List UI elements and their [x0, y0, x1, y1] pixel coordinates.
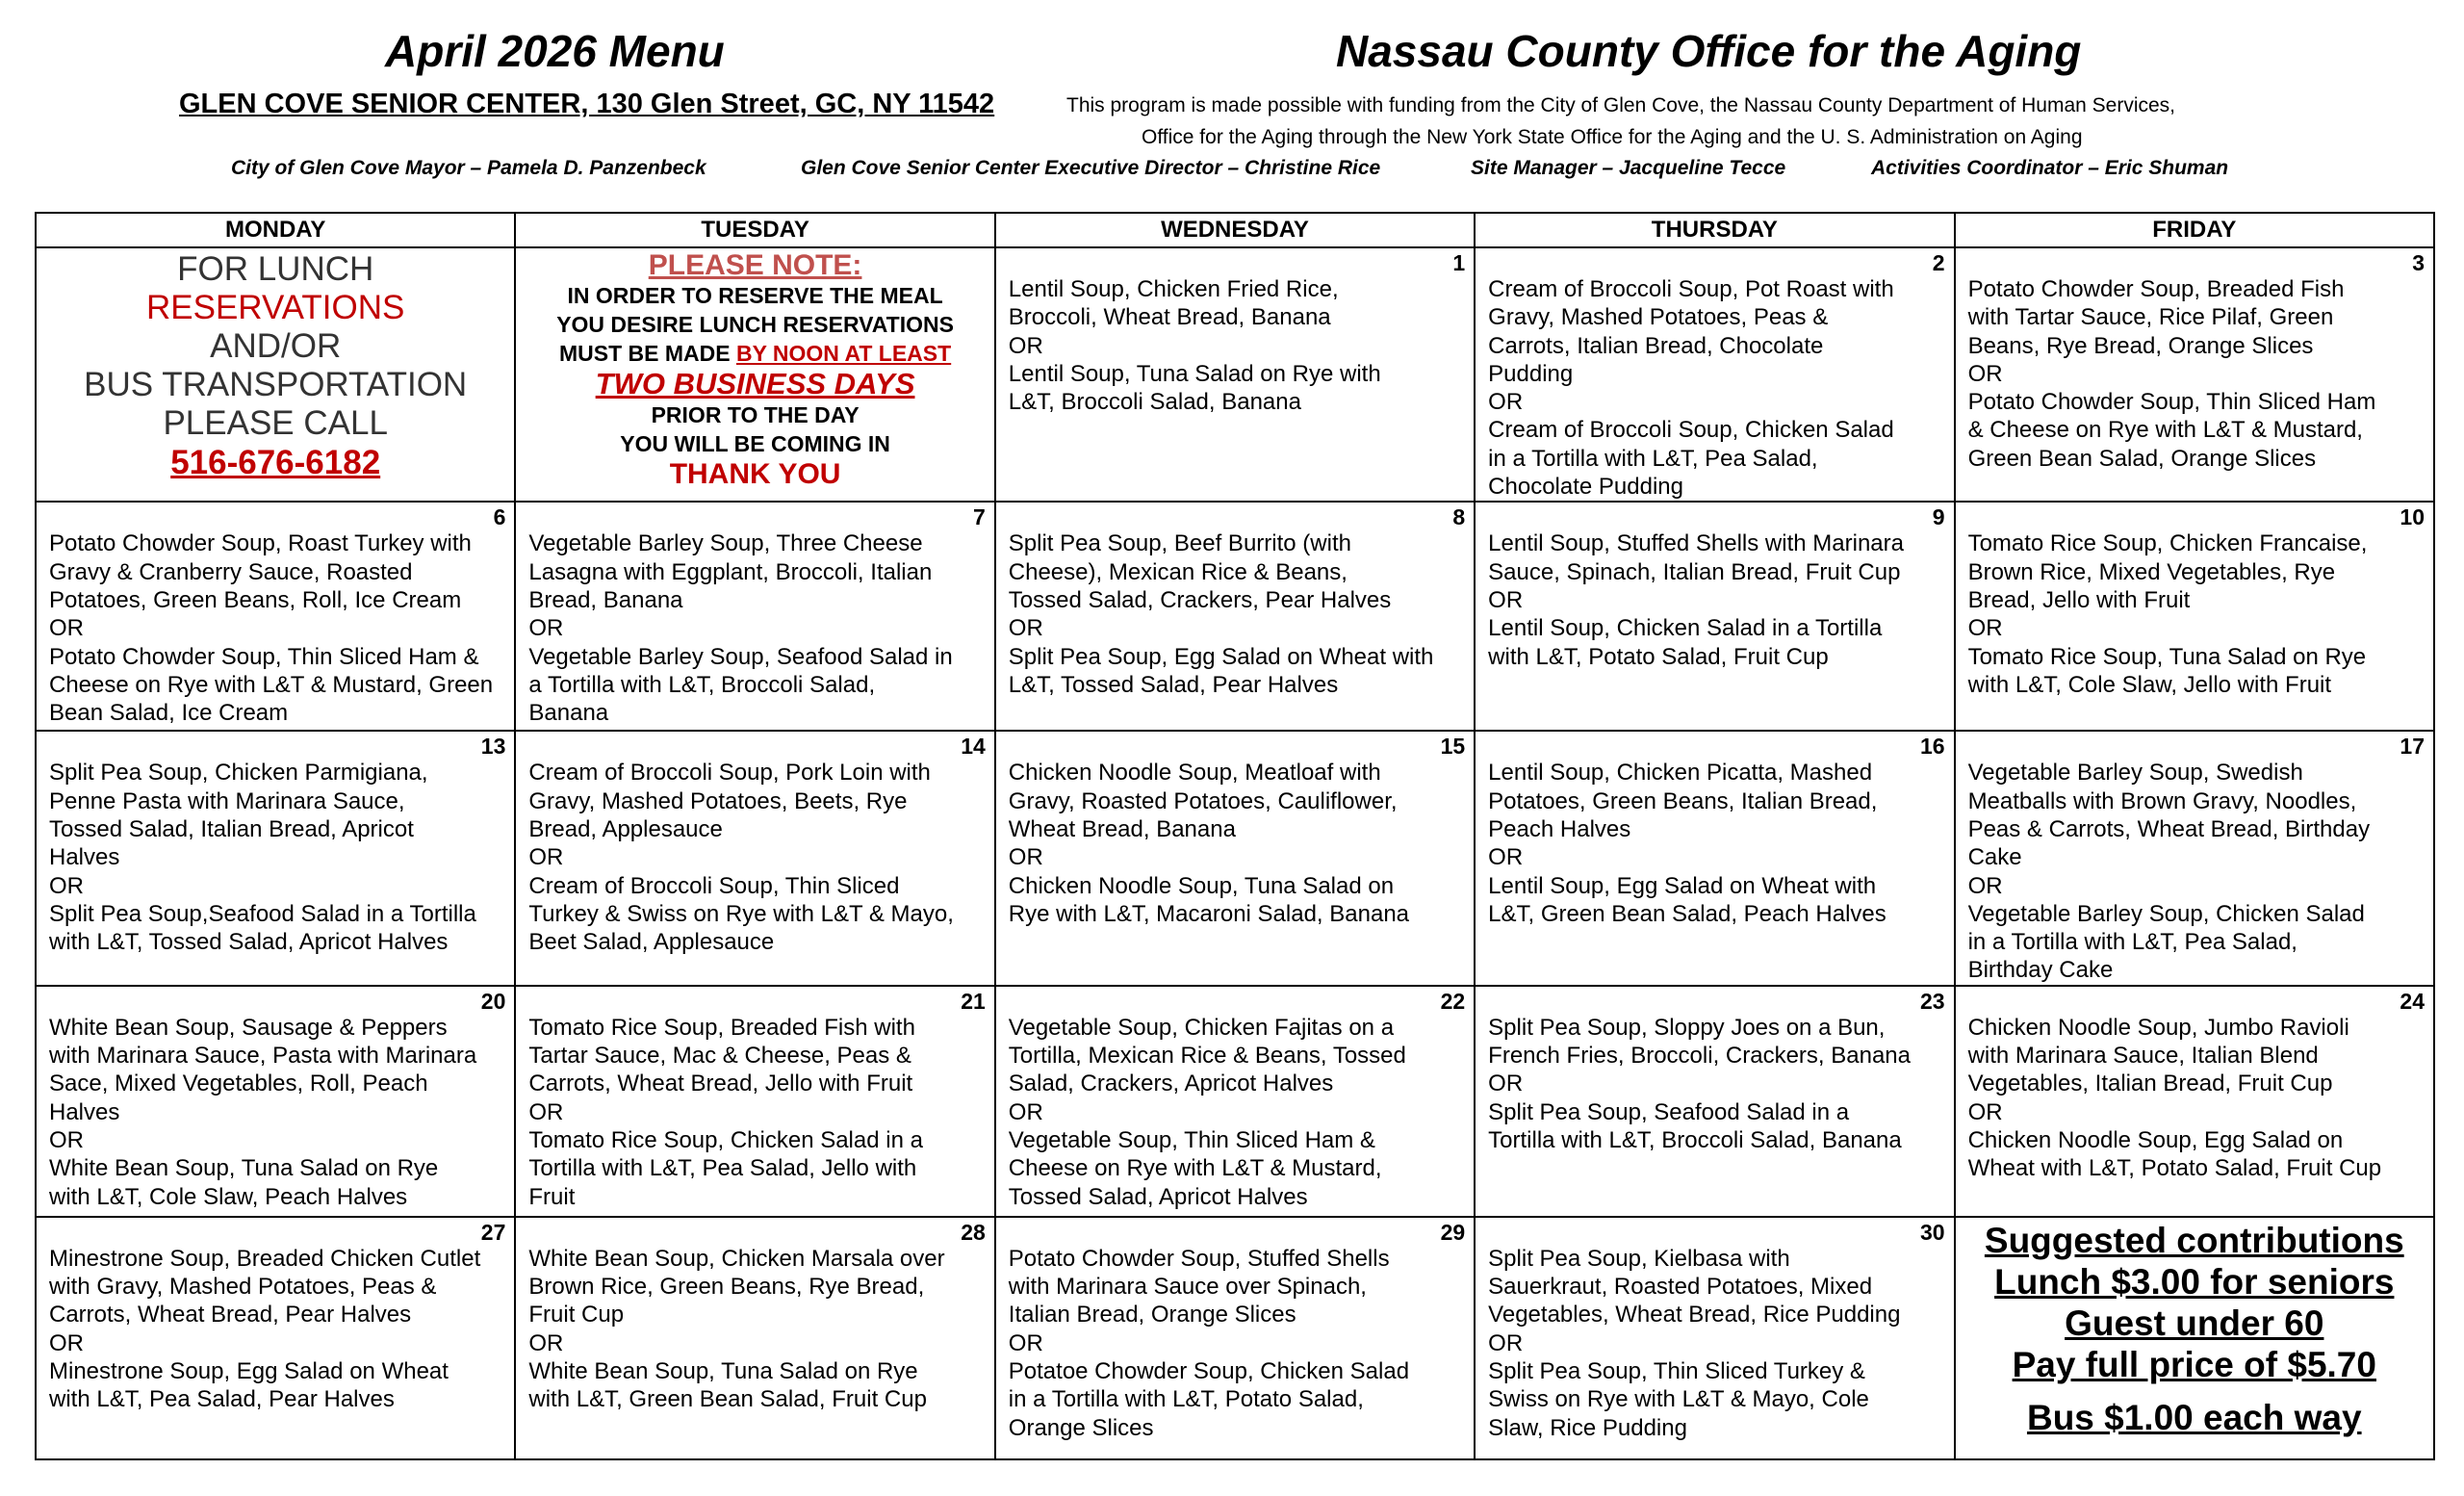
- week-row-5: [36, 1217, 2434, 1459]
- week-row-4: [36, 986, 2434, 1217]
- menu-option-a-line: Peach Halves: [1488, 815, 1631, 842]
- day-number: 7: [972, 504, 986, 530]
- menu-option-a-line: Halves: [49, 1098, 120, 1125]
- menu-option-b-line: in a Tortilla with L&T, Potato Salad,: [1008, 1386, 1364, 1413]
- menu-option-b-line: Split Pea Soup,Seafood Salad in a Tortilla: [49, 900, 476, 927]
- menu-option-b-line: Rye with L&T, Macaroni Salad, Banana: [1008, 900, 1410, 927]
- menu-option-b-line: L&T, Broccoli Salad, Banana: [1008, 389, 1301, 416]
- menu-option-a-line: Tomato Rice Soup, Chicken Francaise,: [1967, 530, 2368, 557]
- reservations-line-2: RESERVATIONS: [145, 289, 405, 326]
- menu-option-a-line: Gravy & Cranberry Sauce, Roasted: [49, 558, 413, 585]
- menu-option-b-line: with L&T, Cole Slaw, Jello with Fruit: [1967, 671, 2332, 698]
- menu-option-b-line: Potatoe Chowder Soup, Chicken Salad: [1008, 1357, 1410, 1384]
- menu-option-b-line: Lentil Soup, Egg Salad on Wheat with: [1488, 872, 1877, 899]
- day-number: 10: [2400, 504, 2425, 530]
- or-separator: OR: [528, 1329, 564, 1356]
- menu-option-a-line: Tossed Salad, Italian Bread, Apricot: [49, 815, 414, 842]
- reservations-line-3: AND/OR: [210, 327, 342, 365]
- menu-option-a-line: Carrots, Italian Bread, Chocolate: [1488, 332, 1824, 359]
- menu-option-a-line: Cream of Broccoli Soup, Pork Loin with: [528, 760, 931, 787]
- menu-option-a-line: Brown Rice, Green Beans, Rye Bread,: [528, 1274, 925, 1301]
- or-separator: OR: [528, 615, 564, 642]
- menu-option-a-line: Fruit Cup: [528, 1302, 625, 1328]
- or-separator: OR: [1488, 586, 1524, 613]
- day-number: 8: [1452, 504, 1466, 530]
- menu-option-a-line: Chicken Noodle Soup, Meatloaf with: [1008, 760, 1381, 787]
- or-separator: OR: [1967, 615, 2003, 642]
- day-number: 14: [961, 734, 986, 760]
- menu-option-a-line: with Gravy, Mashed Potatoes, Peas &: [49, 1274, 437, 1301]
- menu-option-b-line: Split Pea Soup, Seafood Salad in a: [1488, 1098, 1850, 1125]
- day-number: 3: [2412, 250, 2425, 275]
- menu-option-a-line: Vegetable Soup, Chicken Fajitas on a: [1008, 1014, 1395, 1041]
- menu-option-b-line: L&T, Tossed Salad, Pear Halves: [1008, 671, 1339, 698]
- menu-option-b-line: Orange Slices: [1008, 1414, 1154, 1441]
- menu-option-a-line: Sace, Mixed Vegetables, Roll, Peach: [49, 1070, 428, 1097]
- day-number: 1: [1452, 250, 1466, 275]
- menu-option-a-line: Bread, Jello with Fruit: [1967, 586, 2191, 613]
- weekday-tuesday: TUESDAY: [515, 213, 994, 247]
- menu-option-a-line: Cake: [1967, 844, 2022, 871]
- day-cell-28: [515, 1217, 994, 1459]
- menu-option-a-line: Salad, Crackers, Apricot Halves: [1008, 1070, 1334, 1097]
- menu-option-b-line: in a Tortilla with L&T, Pea Salad,: [1488, 445, 1818, 472]
- day-cell-7: [515, 502, 994, 731]
- menu-title: April 2026 Menu: [385, 26, 725, 76]
- menu-option-a-line: Gravy, Roasted Potatoes, Cauliflower,: [1008, 787, 1398, 814]
- menu-option-b-line: Fruit: [528, 1183, 576, 1210]
- menu-option-a-line: Tossed Salad, Crackers, Pear Halves: [1008, 586, 1392, 613]
- menu-option-a-line: Vegetable Barley Soup, Three Cheese: [528, 530, 923, 557]
- menu-option-a-line: Potatoes, Green Beans, Roll, Ice Cream: [49, 586, 462, 613]
- menu-option-b-line: Potato Chowder Soup, Thin Sliced Ham: [1967, 389, 2376, 416]
- note-thanks: THANK YOU: [669, 458, 841, 490]
- menu-option-a-line: Split Pea Soup, Sloppy Joes on a Bun,: [1488, 1014, 1886, 1041]
- menu-option-b-line: Tortilla with L&T, Pea Salad, Jello with: [528, 1155, 917, 1182]
- menu-option-a-line: Bread, Banana: [528, 586, 683, 613]
- day-cell-29: [995, 1217, 1475, 1459]
- contributions-line-5: Bus $1.00 each way: [2026, 1397, 2362, 1437]
- menu-option-a-line: Split Pea Soup, Beef Burrito (with: [1008, 530, 1351, 557]
- menu-option-b-line: Slaw, Rice Pudding: [1488, 1414, 1687, 1441]
- or-separator: OR: [1488, 1070, 1524, 1097]
- menu-option-b-line: Lentil Soup, Tuna Salad on Rye with: [1008, 360, 1381, 387]
- menu-option-b-line: Minestrone Soup, Egg Salad on Wheat: [49, 1357, 449, 1384]
- note-line-2: YOU DESIRE LUNCH RESERVATIONS: [556, 312, 954, 337]
- funding-line-1: This program is made possible with funding from the City of Glen Cove, the Nassau County Department of Human Services,: [1066, 94, 2176, 116]
- or-separator: OR: [1967, 360, 2003, 387]
- day-cell-6: [36, 502, 515, 731]
- day-cell-3: [1955, 247, 2434, 502]
- menu-option-a-line: Pudding: [1488, 360, 1574, 387]
- or-separator: OR: [49, 615, 84, 642]
- menu-option-b-line: Cream of Broccoli Soup, Thin Sliced: [528, 872, 900, 899]
- center-address: GLEN COVE SENIOR CENTER, 130 Glen Street, GC, NY 11542: [179, 89, 995, 119]
- menu-option-b-line: Cheese on Rye with L&T & Mustard,: [1008, 1155, 1382, 1182]
- note-heading: PLEASE NOTE:: [648, 249, 862, 281]
- or-separator: OR: [528, 1098, 564, 1125]
- staff-director: Glen Cove Senior Center Executive Director – Christine Rice: [801, 157, 1381, 179]
- week-row-2: [36, 502, 2434, 731]
- or-separator: OR: [1488, 389, 1524, 416]
- menu-option-a-line: Lentil Soup, Chicken Fried Rice,: [1008, 276, 1339, 302]
- note-line-3a: MUST BE MADE: [558, 341, 736, 366]
- or-separator: OR: [1488, 1329, 1524, 1356]
- menu-option-a-line: Bread, Applesauce: [528, 815, 723, 842]
- day-cell-1: [995, 247, 1475, 502]
- menu-option-a-line: Tortilla, Mexican Rice & Beans, Tossed: [1008, 1043, 1406, 1070]
- menu-option-a-line: Broccoli, Wheat Bread, Banana: [1008, 304, 1331, 331]
- or-separator: OR: [49, 872, 84, 899]
- menu-option-a-line: Sauerkraut, Roasted Potatoes, Mixed: [1488, 1274, 1873, 1301]
- menu-option-a-line: with Marinara Sauce, Pasta with Marinara: [49, 1043, 477, 1070]
- staff-manager: Site Manager – Jacqueline Tecce: [1471, 157, 1786, 179]
- or-separator: OR: [1008, 1329, 1043, 1356]
- day-number: 16: [1919, 734, 1945, 760]
- menu-option-b-line: Tomato Rice Soup, Tuna Salad on Rye: [1967, 643, 2367, 670]
- menu-option-b-line: Chocolate Pudding: [1488, 474, 1683, 501]
- contributions-line-2: Lunch $3.00 for seniors: [1994, 1261, 2395, 1302]
- or-separator: OR: [1008, 332, 1043, 359]
- or-separator: OR: [1008, 844, 1043, 871]
- weekday-monday: MONDAY: [36, 213, 515, 247]
- menu-option-b-line: Vegetable Soup, Thin Sliced Ham &: [1008, 1126, 1375, 1153]
- day-cell-8: [995, 502, 1475, 731]
- day-cell-21: [515, 986, 994, 1217]
- day-cell-16: [1475, 731, 1954, 985]
- day-cell-13: [36, 731, 515, 985]
- menu-option-a-line: Peas & Carrots, Wheat Bread, Birthday: [1967, 815, 2371, 842]
- menu-option-a-line: with Tartar Sauce, Rice Pilaf, Green: [1967, 304, 2334, 331]
- menu-option-a-line: Meatballs with Brown Gravy, Noodles,: [1967, 787, 2357, 814]
- day-number: 24: [2400, 988, 2425, 1014]
- day-number: 27: [480, 1219, 506, 1245]
- menu-option-b-line: Tomato Rice Soup, Chicken Salad in a: [528, 1126, 923, 1153]
- day-cell-14: [515, 731, 994, 985]
- menu-option-a-line: Minestrone Soup, Breaded Chicken Cutlet: [49, 1245, 481, 1272]
- menu-option-a-line: with Marinara Sauce, Italian Blend: [1967, 1043, 2319, 1070]
- menu-option-a-line: Potato Chowder Soup, Stuffed Shells: [1008, 1245, 1390, 1272]
- weekday-header-row: [36, 213, 2434, 247]
- or-separator: OR: [1008, 1098, 1043, 1125]
- note-line-6: YOU WILL BE COMING IN: [620, 431, 890, 456]
- menu-option-b-line: Chicken Noodle Soup, Egg Salad on: [1967, 1126, 2344, 1153]
- reservations-line-4: BUS TRANSPORTATION: [84, 366, 468, 403]
- or-separator: OR: [1967, 1098, 2003, 1125]
- menu-option-a-line: Chicken Noodle Soup, Jumbo Ravioli: [1967, 1014, 2349, 1041]
- menu-option-b-line: Tortilla with L&T, Broccoli Salad, Banana: [1488, 1126, 1902, 1153]
- menu-option-b-line: Green Bean Salad, Orange Slices: [1967, 445, 2317, 472]
- menu-option-a-line: Split Pea Soup, Kielbasa with: [1488, 1245, 1790, 1272]
- note-line-4: TWO BUSINESS DAYS: [595, 367, 915, 400]
- day-cell-30: [1475, 1217, 1954, 1459]
- day-number: 22: [1440, 988, 1466, 1014]
- week-row-1: [36, 247, 2434, 502]
- or-separator: OR: [1488, 844, 1524, 871]
- weekday-wednesday: WEDNESDAY: [995, 213, 1475, 247]
- menu-option-b-line: Turkey & Swiss on Rye with L&T & Mayo,: [528, 900, 954, 927]
- menu-option-a-line: Cream of Broccoli Soup, Pot Roast with: [1488, 276, 1894, 302]
- menu-option-a-line: Penne Pasta with Marinara Sauce,: [49, 787, 405, 814]
- weekday-thursday: THURSDAY: [1475, 213, 1954, 247]
- menu-calendar: [35, 212, 2435, 1460]
- or-separator: OR: [49, 1329, 84, 1356]
- menu-option-b-line: Beet Salad, Applesauce: [528, 929, 775, 956]
- menu-option-a-line: Beans, Rye Bread, Orange Slices: [1967, 332, 2314, 359]
- menu-option-a-line: Halves: [49, 844, 120, 871]
- week-row-3: [36, 731, 2434, 985]
- or-separator: OR: [528, 844, 564, 871]
- contributions-line-1: Suggested contributions: [1984, 1220, 2404, 1260]
- day-cell-27: [36, 1217, 515, 1459]
- menu-option-b-line: Cheese on Rye with L&T & Mustard, Green: [49, 671, 494, 698]
- menu-option-b-line: Birthday Cake: [1967, 957, 2114, 984]
- menu-option-b-line: Wheat with L&T, Potato Salad, Fruit Cup: [1967, 1155, 2382, 1182]
- or-separator: OR: [1967, 872, 2003, 899]
- contributions-box: [1955, 1217, 2434, 1459]
- menu-option-a-line: Lasagna with Eggplant, Broccoli, Italian: [528, 558, 933, 585]
- menu-option-b-line: White Bean Soup, Tuna Salad on Rye: [49, 1155, 439, 1182]
- menu-option-b-line: Split Pea Soup, Thin Sliced Turkey &: [1488, 1357, 1865, 1384]
- reservations-box: [36, 247, 515, 502]
- menu-option-a-line: Split Pea Soup, Chicken Parmigiana,: [49, 760, 428, 787]
- menu-option-a-line: Italian Bread, Orange Slices: [1008, 1302, 1296, 1328]
- menu-option-b-line: with L&T, Tossed Salad, Apricot Halves: [49, 929, 449, 956]
- day-cell-17: [1955, 731, 2434, 985]
- menu-option-a-line: Tomato Rice Soup, Breaded Fish with: [528, 1014, 915, 1041]
- or-separator: OR: [1008, 615, 1043, 642]
- day-number: 20: [480, 988, 506, 1014]
- menu-option-a-line: Lentil Soup, Chicken Picatta, Mashed: [1488, 760, 1873, 787]
- day-number: 17: [2400, 734, 2425, 760]
- day-cell-9: [1475, 502, 1954, 731]
- note-line-1: IN ORDER TO RESERVE THE MEAL: [567, 283, 943, 308]
- menu-option-b-line: Lentil Soup, Chicken Salad in a Tortilla: [1488, 615, 1883, 642]
- day-number: 30: [1919, 1219, 1945, 1245]
- menu-option-a-line: White Bean Soup, Chicken Marsala over: [528, 1245, 945, 1272]
- reservations-phone: 516-676-6182: [170, 444, 381, 481]
- menu-option-a-line: Tartar Sauce, Mac & Cheese, Peas &: [528, 1043, 911, 1070]
- day-cell-2: [1475, 247, 1954, 502]
- contributions-line-3: Guest under 60: [2065, 1303, 2324, 1343]
- day-number: 21: [961, 988, 986, 1014]
- menu-option-a-line: Lentil Soup, Stuffed Shells with Marinara: [1488, 530, 1904, 557]
- menu-option-a-line: Gravy, Mashed Potatoes, Peas &: [1488, 304, 1829, 331]
- menu-option-a-line: Brown Rice, Mixed Vegetables, Rye: [1967, 558, 2336, 585]
- menu-option-b-line: with L&T, Cole Slaw, Peach Halves: [49, 1183, 408, 1210]
- menu-option-b-line: Cream of Broccoli Soup, Chicken Salad: [1488, 417, 1894, 444]
- menu-option-a-line: Carrots, Wheat Bread, Pear Halves: [49, 1302, 412, 1328]
- day-number: 6: [493, 504, 506, 530]
- menu-option-a-line: White Bean Soup, Sausage & Peppers: [49, 1014, 448, 1041]
- funding-line-2: Office for the Aging through the New York State Office for the Aging and the U. S. Administration on Aging: [1142, 126, 2083, 148]
- note-line-3b: BY NOON AT LEAST: [735, 341, 952, 366]
- menu-option-b-line: with L&T, Potato Salad, Fruit Cup: [1488, 643, 1829, 670]
- reservations-line-5: PLEASE CALL: [163, 404, 388, 442]
- reservations-line-1: FOR LUNCH: [177, 250, 374, 288]
- menu-option-a-line: Vegetables, Italian Bread, Fruit Cup: [1967, 1070, 2333, 1097]
- day-number: 23: [1919, 988, 1945, 1014]
- please-note-box: [515, 247, 994, 502]
- menu-option-a-line: Potato Chowder Soup, Roast Turkey with: [49, 530, 472, 557]
- menu-option-b-line: with L&T, Green Bean Salad, Fruit Cup: [528, 1386, 927, 1413]
- menu-option-a-line: Carrots, Wheat Bread, Jello with Fruit: [528, 1070, 913, 1097]
- menu-option-b-line: Bean Salad, Ice Cream: [49, 700, 289, 727]
- menu-option-b-line: in a Tortilla with L&T, Pea Salad,: [1967, 929, 2297, 956]
- menu-option-a-line: Sauce, Spinach, Italian Bread, Fruit Cup: [1488, 558, 1901, 585]
- or-separator: OR: [49, 1126, 84, 1153]
- staff-mayor: City of Glen Cove Mayor – Pamela D. Panzenbeck: [231, 157, 706, 179]
- day-cell-10: [1955, 502, 2434, 731]
- menu-option-a-line: Gravy, Mashed Potatoes, Beets, Rye: [528, 787, 908, 814]
- day-cell-23: [1475, 986, 1954, 1217]
- menu-option-b-line: Tossed Salad, Apricot Halves: [1008, 1183, 1308, 1210]
- day-number: 15: [1440, 734, 1466, 760]
- day-number: 28: [961, 1219, 986, 1245]
- day-number: 13: [480, 734, 506, 760]
- day-number: 29: [1440, 1219, 1466, 1245]
- menu-option-b-line: a Tortilla with L&T, Broccoli Salad,: [528, 671, 876, 698]
- day-cell-20: [36, 986, 515, 1217]
- day-number: 9: [1932, 504, 1945, 530]
- day-cell-22: [995, 986, 1475, 1217]
- menu-option-b-line: Vegetable Barley Soup, Chicken Salad: [1967, 900, 2365, 927]
- menu-option-a-line: Potato Chowder Soup, Breaded Fish: [1967, 276, 2345, 302]
- menu-option-b-line: Chicken Noodle Soup, Tuna Salad on: [1008, 872, 1395, 899]
- contributions-line-4: Pay full price of $5.70: [2012, 1344, 2376, 1384]
- menu-option-b-line: Potato Chowder Soup, Thin Sliced Ham &: [49, 643, 479, 670]
- menu-option-a-line: Vegetable Barley Soup, Swedish: [1967, 760, 2303, 787]
- menu-option-a-line: Cheese), Mexican Rice & Beans,: [1008, 558, 1348, 585]
- weekday-friday: FRIDAY: [1955, 213, 2434, 247]
- menu-option-b-line: Vegetable Barley Soup, Seafood Salad in: [528, 643, 953, 670]
- day-cell-15: [995, 731, 1475, 985]
- staff-coordinator: Activities Coordinator – Eric Shuman: [1871, 157, 2229, 179]
- menu-option-b-line: & Cheese on Rye with L&T & Mustard,: [1967, 417, 2363, 444]
- menu-option-a-line: Potatoes, Green Beans, Italian Bread,: [1488, 787, 1878, 814]
- menu-option-b-line: L&T, Green Bean Salad, Peach Halves: [1488, 900, 1886, 927]
- menu-option-a-line: French Fries, Broccoli, Crackers, Banana: [1488, 1043, 1911, 1070]
- menu-option-a-line: with Marinara Sauce over Spinach,: [1008, 1274, 1367, 1301]
- note-line-3: [516, 339, 993, 368]
- office-title: Nassau County Office for the Aging: [1336, 26, 2082, 76]
- menu-option-b-line: Split Pea Soup, Egg Salad on Wheat with: [1008, 643, 1434, 670]
- menu-option-b-line: Swiss on Rye with L&T & Mayo, Cole: [1488, 1386, 1869, 1413]
- menu-option-b-line: with L&T, Pea Salad, Pear Halves: [49, 1386, 395, 1413]
- day-cell-24: [1955, 986, 2434, 1217]
- menu-option-a-line: Vegetables, Wheat Bread, Rice Pudding: [1488, 1302, 1901, 1328]
- note-line-5: PRIOR TO THE DAY: [651, 402, 860, 427]
- menu-option-a-line: Wheat Bread, Banana: [1008, 815, 1236, 842]
- day-number: 2: [1932, 250, 1945, 275]
- menu-option-b-line: White Bean Soup, Tuna Salad on Rye: [528, 1357, 918, 1384]
- menu-option-b-line: Banana: [528, 700, 609, 727]
